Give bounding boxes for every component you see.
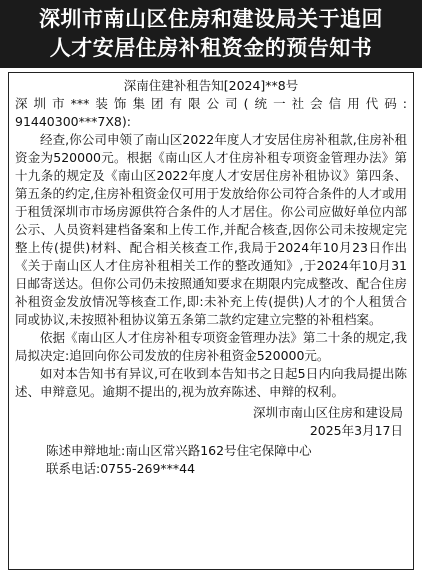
signature-organization: 深圳市南山区住房和建设局 [252, 405, 403, 420]
notice-box [8, 72, 414, 570]
contact-address: 陈述申辩地址:南山区常兴路162号住宅保障中心 [46, 443, 312, 458]
paragraph-findings: 经查,你公司申领了南山区2022年度人才安居住房补租款,住房补租资金为520000元。根据《南山区人才住房补租专项资金管理办法》第十九条的规定及《南山区2022年度人才安居住房补租协议》第四条、第五条的约定,住房补租资金仅可用于发放给你公司符合条件的人才或用于租赁深圳市市场房源供符合条件的人才居住。你公司应做好单位内部公示、人员资料建档备案和上传工作,并配合核查,因你公司未按规定完整上传(提供)材料、配合相关核查工作,我局于2024年10月23日作出《关于南山区人才住房补租相关工作的整改通知》,于2024年10月31日邮寄送达。但你公司仍未按照通知要求在期限内完成整改、配合住房补租资金发放情况等核查工作,即:未补充上传(提供)人才的个人租赁合同或协议,未按照补租协议第五条第二款约定建立完整的补租档案。 [15, 132, 407, 327]
recipient-line-1: 深圳市***装饰集团有限公司(统一社会信用代码: [15, 96, 407, 111]
recipient-line-2: 91440300***7X8): [15, 114, 131, 129]
headline-banner [0, 0, 422, 68]
paragraph-decision: 依据《南山区人才住房补租专项资金管理办法》第二十条的规定,我局拟决定:追回向你公司发放的住房补租资金520000元。 [15, 330, 407, 363]
document-number: 深南住建补租告知[2024]**8号 [123, 78, 299, 93]
headline-line-2: 人才安居住房补租资金的预告知书 [49, 36, 373, 60]
headline-line-1: 深圳市南山区住房和建设局关于追回 [39, 7, 383, 31]
signature-date: 2025年3月17日 [309, 423, 403, 438]
contact-phone: 联系电话:0755-269***44 [46, 461, 196, 476]
paragraph-objection: 如对本告知书有异议,可在收到本告知书之日起5日内向我局提出陈述、申辩意见。逾期不提出的,视为放弃陈述、申辩的权利。 [15, 366, 407, 399]
